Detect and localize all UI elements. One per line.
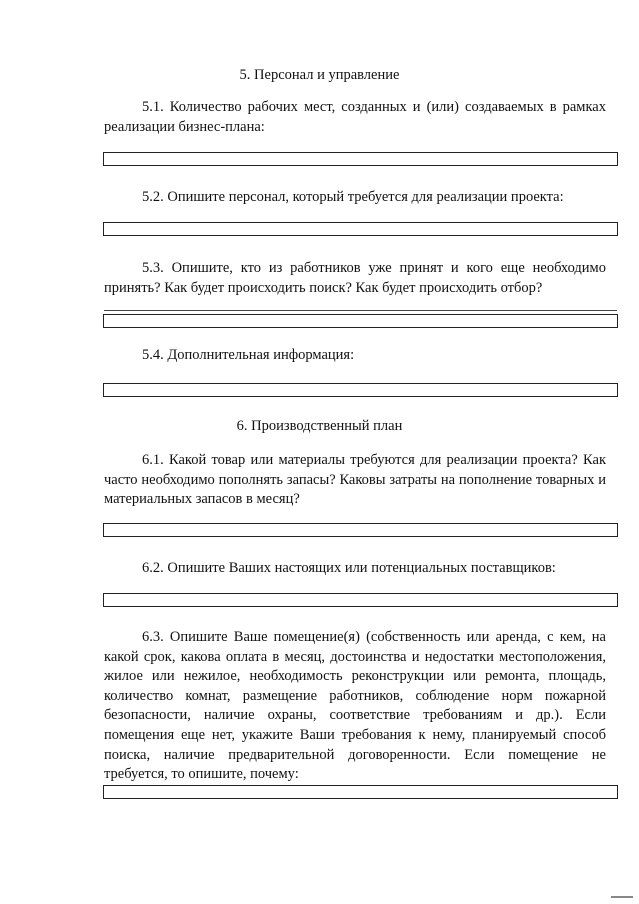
section-5-title: 5. Персонал и управление <box>239 67 400 83</box>
question-5-2: 5.2. Опишите персонал, который требуется для реализации проекта: <box>142 189 564 205</box>
scan-artifact <box>611 896 633 898</box>
question-6-3: 6.3. Опишите Ваше помещение(я) (собственность или аренда, с кем, на какой срок, какова оплата в месяц, достоинства и недостатки местоположения, жилое или нежилое, необходимость реконструкции или ремонта, площадь, количество комнат, размещение работников, соблюдение норм пожарной безопасности, наличие охраны, соответствие требованиям и др.). Если помещения еще нет, укажите Ваши требования к нему, планируемый способ поиска, наличие предварительной договоренности. Если помещение не требуется, то опишите, почему: <box>104 629 606 783</box>
question-5-4: 5.4. Дополнительная информация: <box>142 347 355 363</box>
answer-field-5-1[interactable] <box>103 152 618 166</box>
section-6-title: 6. Производственный план <box>236 418 403 434</box>
answer-field-6-3[interactable] <box>103 785 618 799</box>
answer-field-6-1[interactable] <box>103 523 618 537</box>
question-5-3: 5.3. Опишите, кто из работников уже принят и кого еще необходимо принять? Как будет происходить поиск? Как будет происходить отбор? <box>104 260 606 296</box>
question-5-1: 5.1. Количество рабочих мест, созданных и (или) создаваемых в рамках реализации бизнес-плана: <box>104 99 606 135</box>
answer-field-5-3[interactable] <box>103 314 618 328</box>
question-6-1: 6.1. Какой товар или материалы требуются для реализации проекта? Как часто необходимо пополнять запасы? Каковы затраты на пополнение товарных и материальных запасов в месяц? <box>104 452 606 508</box>
answer-field-5-4[interactable] <box>103 383 618 397</box>
question-6-2: 6.2. Опишите Ваших настоящих или потенциальных поставщиков: <box>142 560 556 576</box>
answer-field-5-2[interactable] <box>103 222 618 236</box>
answer-field-6-2[interactable] <box>103 593 618 607</box>
